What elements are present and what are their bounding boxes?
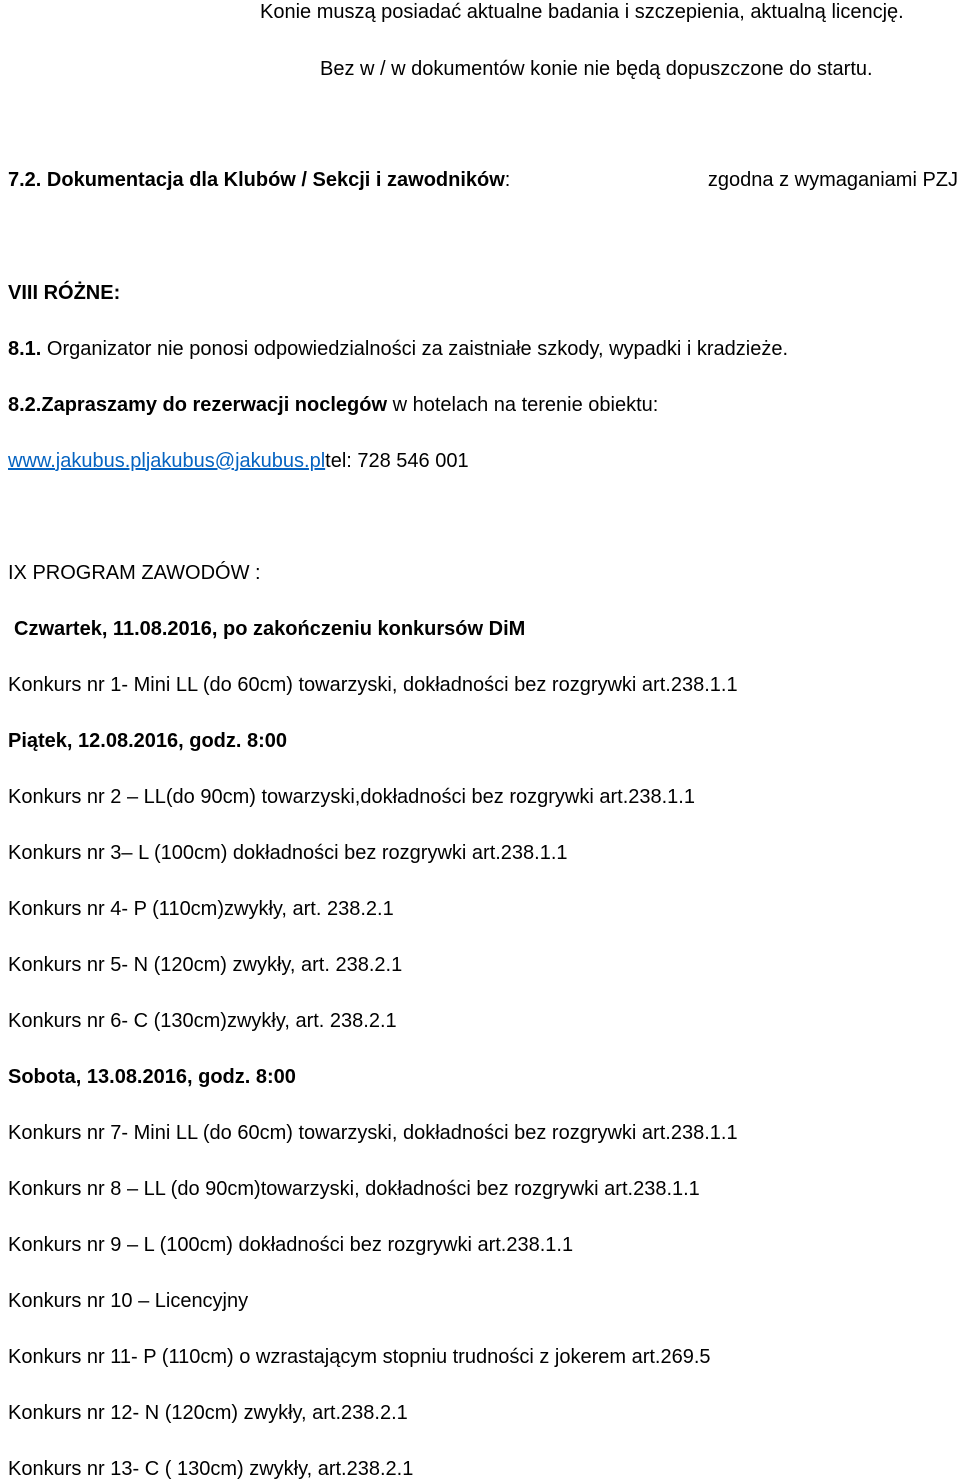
item-8-1-number: 8.1. <box>8 338 42 360</box>
competition-4: Konkurs nr 4- P (110cm)zwykły, art. 238.2.1 <box>8 898 394 920</box>
competition-1: Konkurs nr 1- Mini LL (do 60cm) towarzyski, dokładności bez rozgrywki art.238.1.1 <box>8 674 738 696</box>
competition-13: Konkurs nr 13- C ( 130cm) zwykły, art.238.2.1 <box>8 1458 414 1480</box>
section-7-2-value: zgodna z wymaganiami PZJ <box>707 169 958 191</box>
competition-7: Konkurs nr 7- Mini LL (do 60cm) towarzyski, dokładności bez rozgrywki art.238.1.1 <box>8 1122 738 1144</box>
item-8-2-text: w hotelach na terenie obiektu: <box>387 394 659 416</box>
competition-5: Konkurs nr 5- N (120cm) zwykły, art. 238.2.1 <box>8 954 403 976</box>
email-link[interactable]: jakubus@jakubus.pl <box>145 450 326 472</box>
competition-6: Konkurs nr 6- C (130cm)zwykły, art. 238.2.1 <box>8 1010 397 1032</box>
competition-8: Konkurs nr 8 – LL (do 90cm)towarzyski, dokładności bez rozgrywki art.238.1.1 <box>8 1178 700 1200</box>
section-8-heading: VIII RÓŻNE: <box>8 282 121 304</box>
competition-9: Konkurs nr 9 – L (100cm) dokładności bez rozgrywki art.238.1.1 <box>8 1234 574 1256</box>
documents-notice-text: Bez w / w dokumentów konie nie będą dopuszczone do startu. <box>320 58 873 80</box>
competition-11: Konkurs nr 11- P (110cm) o wzrastającym stopniu trudności z jokerem art.269.5 <box>8 1346 711 1368</box>
section-7-2-heading <box>8 168 510 192</box>
contact-line <box>8 449 469 473</box>
competition-2: Konkurs nr 2 – LL(do 90cm) towarzyski,dokładności bez rozgrywki art.238.1.1 <box>8 786 695 808</box>
day-thursday: Czwartek, 11.08.2016, po zakończeniu konkursów DiM <box>14 618 526 640</box>
section-9-heading: IX PROGRAM ZAWODÓW : <box>8 562 261 584</box>
item-8-1-text: Organizator nie ponosi odpowiedzialności za zaistniałe szkody, wypadki i kradzieże. <box>46 338 789 360</box>
website-link[interactable]: www.jakubus.pl <box>8 450 146 472</box>
competition-12: Konkurs nr 12- N (120cm) zwykły, art.238.2.1 <box>8 1402 408 1424</box>
item-8-2 <box>8 393 658 417</box>
phone-text: tel: 728 546 001 <box>325 450 469 472</box>
day-saturday: Sobota, 13.08.2016, godz. 8:00 <box>8 1066 296 1088</box>
competition-3: Konkurs nr 3– L (100cm) dokładności bez rozgrywki art.238.1.1 <box>8 842 568 864</box>
day-friday: Piątek, 12.08.2016, godz. 8:00 <box>8 730 288 752</box>
section-7-2-colon: : <box>504 169 511 191</box>
item-8-1 <box>8 337 788 361</box>
section-7-2-number: 7.2. <box>8 169 42 191</box>
horse-requirements-text: Konie muszą posiadać aktualne badania i szczepienia, aktualną licencję. <box>260 1 904 23</box>
competition-10: Konkurs nr 10 – Licencyjny <box>8 1290 249 1312</box>
item-8-2-number: 8.2. <box>8 394 42 416</box>
section-7-2-label: Dokumentacja dla Klubów / Sekcji i zawodników <box>46 169 505 191</box>
item-8-2-bold-text: Zapraszamy do rezerwacji noclegów <box>41 394 388 416</box>
